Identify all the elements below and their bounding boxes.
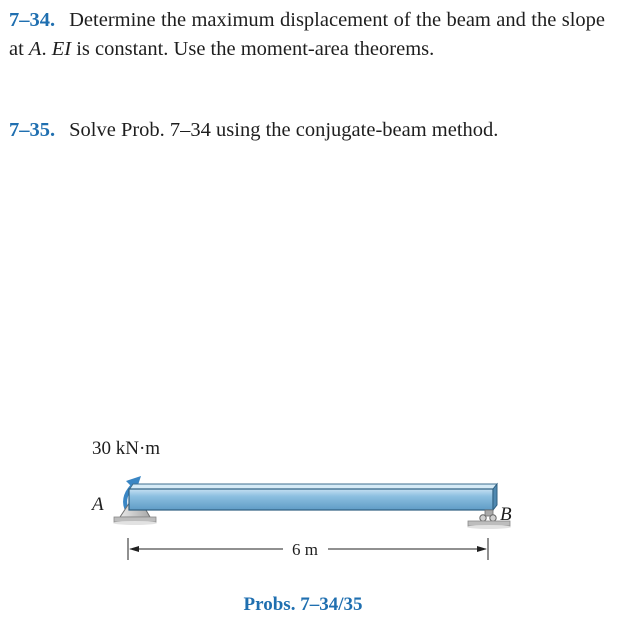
point-a-label: A [92, 494, 104, 515]
ei-ref: EI [51, 38, 72, 60]
moment-label: 30 kN·m [92, 438, 161, 459]
problem-7-34-period: . [41, 38, 47, 60]
beam [129, 484, 497, 510]
point-a-ref: A [28, 38, 42, 60]
figure-caption: Probs. 7–34/35 [243, 594, 363, 615]
problem-7-35-text: Solve Prob. 7–34 using the conjugate-beam method. [69, 119, 499, 141]
problem-7-34-text-a: Determine the maximum displacement of the beam and the slope at [9, 9, 605, 60]
problem-number-7-34: 7–34. [9, 9, 56, 31]
problem-number-7-35: 7–35. [9, 119, 56, 141]
span-label: 6 m [292, 540, 318, 559]
point-b-label: B [500, 504, 512, 525]
problem-7-34-text-b: is constant. Use the moment-area theorems. [76, 38, 435, 60]
